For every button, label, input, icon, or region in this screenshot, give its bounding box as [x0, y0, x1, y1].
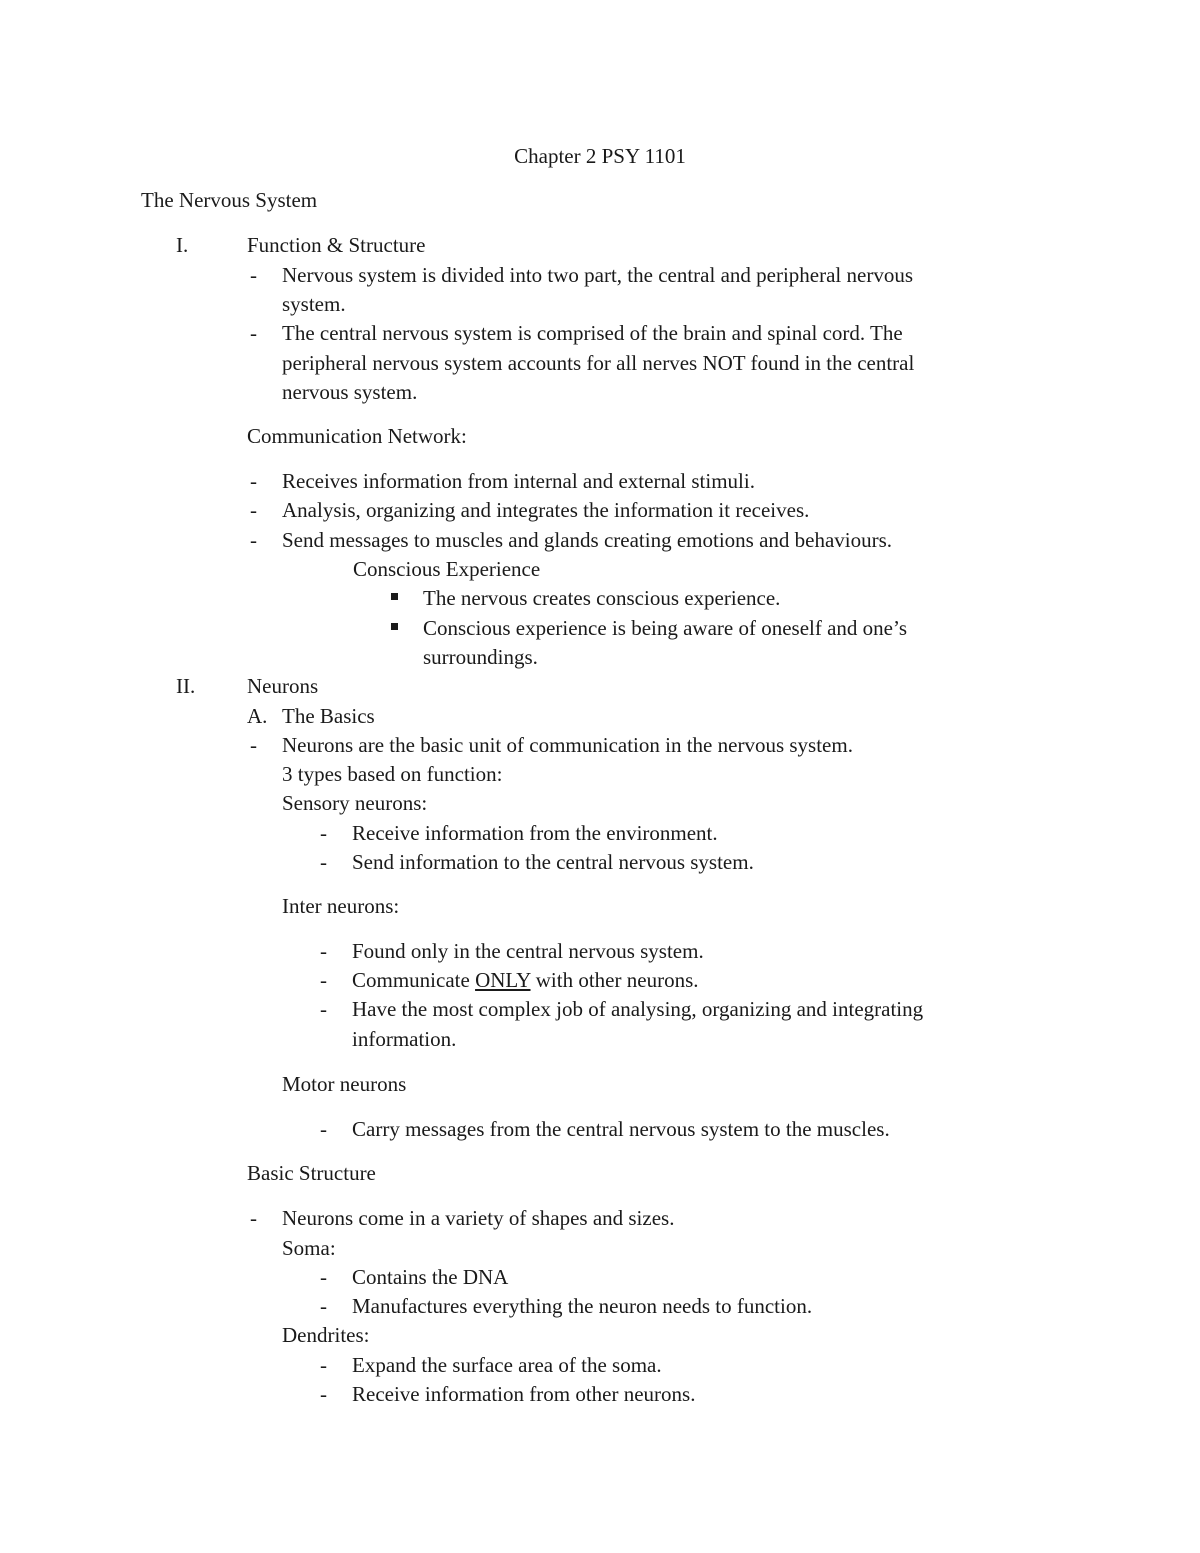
- list-item: Nervous system is divided into two part, the central and peripheral nervous: [282, 263, 914, 287]
- list-item-continuation: system.: [282, 292, 346, 316]
- bullet-dash: -: [250, 469, 257, 493]
- list-item: Have the most complex job of analysing, organizing and integrating: [352, 997, 924, 1021]
- bullet-dash: -: [320, 1265, 327, 1289]
- bullet-dash: -: [250, 528, 257, 552]
- bullet-dash: -: [320, 850, 327, 874]
- subsection-heading: The Basics: [282, 704, 375, 728]
- section-numeral: I.: [176, 233, 189, 257]
- bullet-dash: -: [320, 1117, 327, 1141]
- subsection-letter: A.: [247, 704, 268, 728]
- subheading: Sensory neurons:: [282, 791, 428, 815]
- page-title: Chapter 2 PSY 1101: [514, 144, 686, 168]
- list-item: Expand the surface area of the soma.: [352, 1353, 662, 1377]
- subheading: Communication Network:: [247, 424, 467, 448]
- list-item: Neurons are the basic unit of communication in the nervous system.: [282, 733, 853, 757]
- square-bullet-icon: [391, 623, 398, 630]
- bullet-dash: -: [320, 939, 327, 963]
- list-item: The central nervous system is comprised of the brain and spinal cord. The: [282, 321, 903, 345]
- list-item-continuation: peripheral nervous system accounts for all nerves NOT found in the central: [282, 351, 915, 375]
- bullet-dash: -: [250, 1206, 257, 1230]
- list-item: Send messages to muscles and glands creating emotions and behaviours.: [282, 528, 893, 552]
- subheading: Dendrites:: [282, 1323, 370, 1347]
- bullet-dash: -: [320, 997, 327, 1021]
- bullet-dash: -: [250, 321, 257, 345]
- list-item: The nervous creates conscious experience.: [423, 586, 781, 610]
- bullet-dash: -: [250, 263, 257, 287]
- list-item-continuation: information.: [352, 1027, 457, 1051]
- bullet-dash: -: [250, 733, 257, 757]
- subheading: Soma:: [282, 1236, 336, 1260]
- list-item: Contains the DNA: [352, 1265, 509, 1289]
- subheading: Inter neurons:: [282, 894, 400, 918]
- list-item: Receives information from internal and external stimuli.: [282, 469, 755, 493]
- list-item: Send information to the central nervous system.: [352, 850, 754, 874]
- list-item: Receive information from the environment.: [352, 821, 718, 845]
- list-item: Neurons come in a variety of shapes and sizes.: [282, 1206, 675, 1230]
- square-bullet-icon: [391, 593, 398, 600]
- text-line: 3 types based on function:: [282, 762, 503, 786]
- bullet-dash: -: [320, 1382, 327, 1406]
- list-item-text: with other neurons.: [530, 968, 699, 992]
- subheading: Basic Structure: [247, 1161, 376, 1185]
- list-item: [352, 970, 699, 991]
- list-item: Analysis, organizing and integrates the information it receives.: [282, 498, 810, 522]
- list-item: Carry messages from the central nervous system to the muscles.: [352, 1117, 890, 1141]
- list-item: Manufactures everything the neuron needs to function.: [352, 1294, 813, 1318]
- list-item-continuation: surroundings.: [423, 645, 538, 669]
- subheading: Conscious Experience: [353, 557, 541, 581]
- bullet-dash: -: [320, 1353, 327, 1377]
- underlined-emphasis: ONLY: [475, 968, 531, 992]
- bullet-dash: -: [250, 498, 257, 522]
- section-numeral: II.: [176, 674, 196, 698]
- list-item-text: Communicate: [352, 968, 476, 992]
- list-item: Found only in the central nervous system.: [352, 939, 704, 963]
- section-heading: Neurons: [247, 674, 319, 698]
- bullet-dash: -: [320, 821, 327, 845]
- bullet-dash: -: [320, 1294, 327, 1318]
- list-item: Receive information from other neurons.: [352, 1382, 696, 1406]
- section-heading: The Nervous System: [141, 188, 318, 212]
- subheading: Motor neurons: [282, 1072, 407, 1096]
- bullet-dash: -: [320, 968, 327, 992]
- section-heading: Function & Structure: [247, 233, 426, 257]
- list-item: Conscious experience is being aware of oneself and one’s: [423, 616, 908, 640]
- list-item-continuation: nervous system.: [282, 380, 418, 404]
